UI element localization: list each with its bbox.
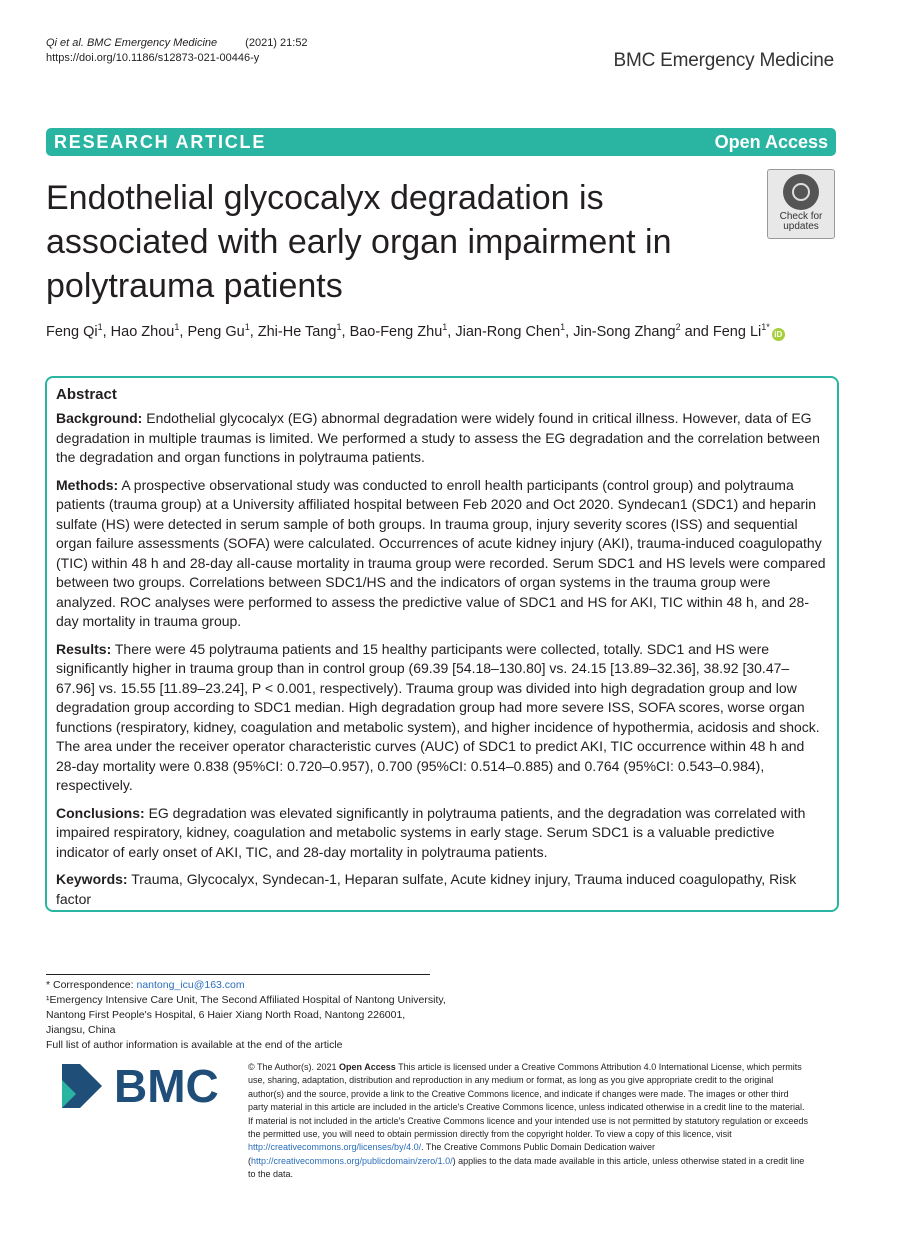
affiliation-1: ¹Emergency Intensive Care Unit, The Second Affiliated Hospital of Nantong University, Nantong First People's Hospital, 6 Haier Xiang North Road, Nantong 226001, Jiangsu, China <box>46 994 446 1036</box>
author-name: Zhi-He Tang <box>257 323 337 340</box>
methods-text: A prospective observational study was conducted to enroll health participants (control group) and polytrauma patients (trauma group) at a University affiliated hospital between Feb 2020 and Oct 2020. Syndecan1 (SDC1) and heparin sulfate (HS) were detected in serum sample of both groups. In trauma group, injury severity scores (ISS) and sequential organ failure assessments (SOFA) were calculated. Occurrences of acute kidney injury (AKI), trauma-induced coagulopathy (TIC) within 48 h and 28-day all-cause mortality in trauma group were recorded. Serum SDC1 and HS levels were compared between two groups. Correlations between SDC1/HS and the indicators of organ systems in the trauma group were analyzed. ROC analyses were performed to assess the predictive value of SDC1 and HS for AKI, TIC within 48 h, and 28-day mortality in trauma group. <box>56 476 826 629</box>
cc-by-license-link[interactable]: http://creativecommons.org/licenses/by/4.0/ <box>248 1142 422 1153</box>
abstract-keywords <box>56 870 828 909</box>
author-affiliation: 1 <box>336 322 342 332</box>
journal-name: BMC Emergency Medicine <box>613 50 834 71</box>
correspondence-email-link[interactable]: nantong_icu@163.com <box>136 979 245 991</box>
footnote-divider <box>46 974 430 975</box>
methods-label: Methods: <box>56 476 119 493</box>
check-updates-line1: Check for <box>779 211 823 222</box>
author-name: Feng Li <box>712 323 762 340</box>
conclusions-text: EG degradation was elevated significantly in polytrauma patients, and the degradation was correlated with impaired respiratory, kidney, coagulation and metabolic systems in early stage. Serum SDC1 is a valuable predictive indicator of early onset of AKI, TIC, and 28-day mortality in polytrauma patients. <box>56 804 806 860</box>
conclusions-label: Conclusions: <box>56 804 145 821</box>
abstract-box <box>45 376 839 912</box>
author-name: Feng Qi <box>46 323 98 340</box>
article-type-banner <box>46 128 836 156</box>
doi-link[interactable]: https://doi.org/10.1186/s12873-021-00446-y <box>46 52 260 64</box>
check-for-updates-button[interactable] <box>767 169 835 239</box>
keywords-text: Trauma, Glycocalyx, Syndecan-1, Heparan sulfate, Acute kidney injury, Trauma induced coagulopathy, Risk factor <box>56 871 797 907</box>
footnotes <box>46 978 446 1053</box>
cc-zero-link[interactable]: http://creativecommons.org/publicdomain/zero/1.0/ <box>251 1155 453 1166</box>
license-text-3: ) applies to the data made available in this article, unless otherwise stated in a credit line to the data. <box>248 1155 805 1180</box>
abstract-methods <box>56 476 828 632</box>
bmc-logo <box>62 1060 238 1108</box>
open-access-label: Open Access <box>714 132 828 152</box>
abstract-heading: Abstract <box>56 386 117 403</box>
article-type-label: RESEARCH ARTICLE <box>54 132 267 152</box>
author-affiliation: 1 <box>442 322 448 332</box>
crossmark-icon <box>783 174 819 210</box>
author-name: Bao-Feng Zhu <box>349 323 443 340</box>
citation-year: (2021) 21:52 <box>245 37 308 49</box>
author-list: Feng Qi$^1$, Hao Zhou$^1$, Peng Gu$^1$, Zhi-He Tang$^1$, Bao-Feng Zhu$^1$, Jian-Rong Chen$^1$, Jin-Song Zhang$^2$ and Feng $Li^{1*}iD$ <box>46 322 785 341</box>
author-name: Peng Gu <box>187 323 245 340</box>
article-title: Endothelial glycocalyx degradation is associated with early organ impairment in polytrauma patients <box>46 179 672 305</box>
abstract-conclusions <box>56 804 828 863</box>
license-open-access: Open Access <box>339 1062 396 1072</box>
license-text-1: This article is licensed under a Creative Commons Attribution 4.0 International License, which permits use, sharing, adaptation, distribution and reproduction in any medium or format, as long as you give appropriate credit to the original author(s) and the source, provide a link to the Creative Commons licence, and indicate if changes were made. The images or other third party material in this article are included in the article's Creative Commons licence, unless indicated otherwise in a credit line to the material. If material is not included in the article's Creative Commons licence and your intended use is not permitted by statutory regulation or exceeds the permitted use, you will need to obtain permission directly from the copyright holder. To view a copy of this licence, visit <box>248 1062 809 1140</box>
author-affiliation: 1 <box>97 322 103 332</box>
author-affiliation: 1 <box>244 322 250 332</box>
full-author-info-note: Full list of author information is available at the end of the article <box>46 1039 343 1051</box>
check-updates-line2: updates <box>783 221 819 232</box>
author-name: Jin-Song Zhang <box>573 323 676 340</box>
author-affiliation: 1* <box>761 322 770 332</box>
license-text-2: . The Creative Commons Public Domain Dedication waiver ( <box>248 1142 656 1166</box>
background-label: Background: <box>56 410 143 426</box>
author-affiliation: 1 <box>174 322 180 332</box>
background-text: Endothelial glycocalyx (EG) abnormal degradation were widely found in critical illness. However, data of EG degradation in multiple traumas is limited. We performed a study to assess the EG degradation and the correlation between the degradation and organ functions in polytrauma patients. <box>56 410 820 465</box>
license-copyright: © The Author(s). 2021 <box>248 1062 337 1072</box>
abstract-results <box>56 640 828 796</box>
results-text: There were 45 polytrauma patients and 15 healthy participants were collected, totally. SDC1 and HS were significantly higher in trauma group than in control group (69.39 [54.18–130.80] vs. 24.15 [13.89–32.36], 38.92 [30.47–67.96] vs. 15.55 [11.89–23.24], P < 0.001, respectively). Trauma group was divided into high degradation group and low degradation group according to SDC1 median. High degradation group had more severe ISS, SOFA scores, worse organ functions (respiratory, kidney, coagulation and metabolic system), and higher incidence of hypothermia, acidosis and shock. The area under the receiver operator characteristic curves (AUC) of SDC1 to predict AKI, TIC occurrence within 48 h and 28-day mortality were 0.838 (95%CI: 0.720–0.957), 0.700 (95%CI: 0.514–0.885) and 0.764 (95%CI: 0.543–0.984), respectively. <box>56 640 820 793</box>
bmc-logo-text: BMC <box>114 1060 219 1108</box>
license-statement <box>248 1061 808 1182</box>
citation-journal: Qi et al. BMC Emergency Medicine <box>46 37 218 49</box>
keywords-label: Keywords: <box>56 871 128 887</box>
author-affiliation: 2 <box>675 322 681 332</box>
authors-conjunction: and <box>684 323 709 340</box>
abstract-background <box>56 409 828 468</box>
author-name: Hao Zhou <box>110 323 175 340</box>
orcid-icon[interactable]: iD <box>772 328 785 341</box>
header-citation <box>46 36 308 66</box>
author-name: Jian-Rong Chen <box>455 323 561 340</box>
results-label: Results: <box>56 640 112 657</box>
correspondence-label: * Correspondence: <box>46 979 134 991</box>
author-affiliation: 1 <box>560 322 566 332</box>
